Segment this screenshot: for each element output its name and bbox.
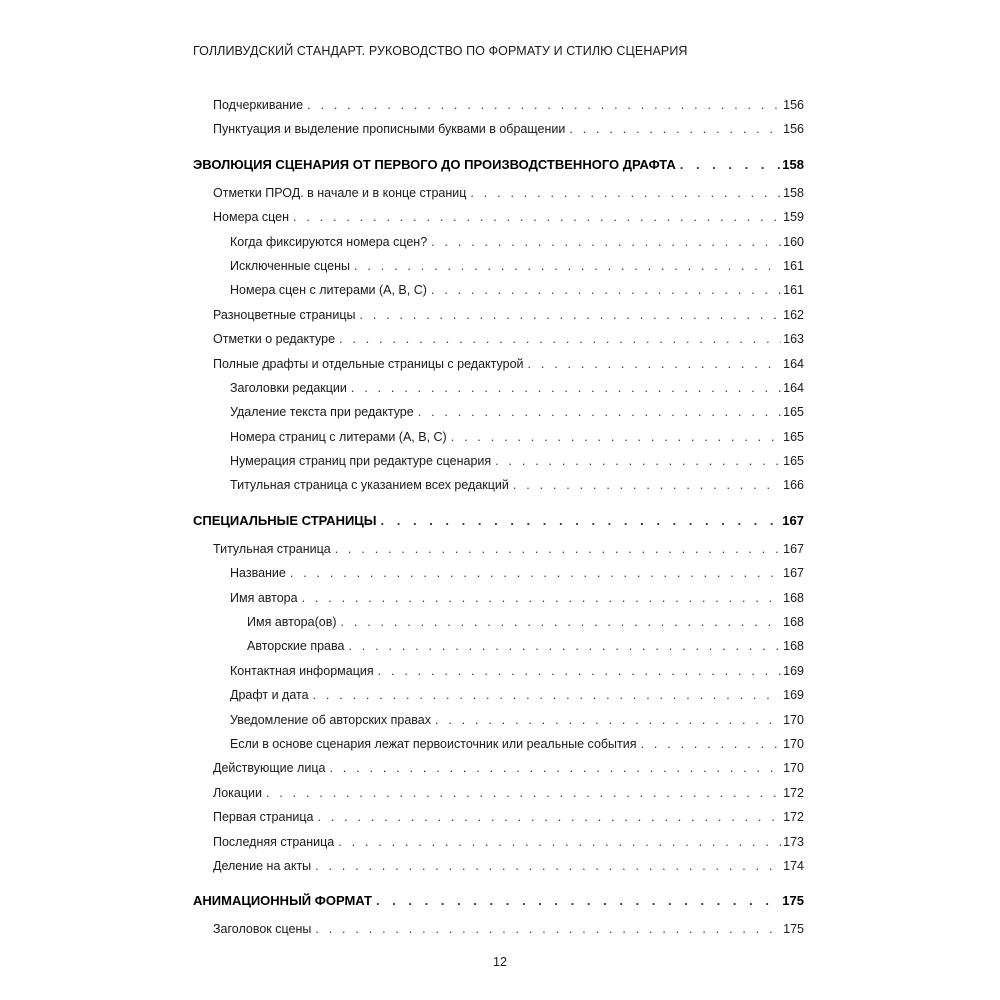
toc-entry xyxy=(193,405,804,429)
toc-entry-title: Последняя страница xyxy=(213,834,335,849)
toc-entry xyxy=(193,186,804,210)
toc-section-entry xyxy=(193,513,804,537)
toc-entry-title: Нумерация страниц при редактуре сценария xyxy=(230,454,492,469)
toc-entry-title: Разноцветные страницы xyxy=(213,307,356,322)
toc-entry xyxy=(193,639,804,663)
toc-entry xyxy=(193,566,804,590)
toc-entry-page: 175 xyxy=(783,922,804,937)
toc-entry-title: Драфт и дата xyxy=(230,688,309,703)
toc-entry-page: 162 xyxy=(783,307,804,322)
toc-entry-title: Титульная страница с указанием всех редакций xyxy=(230,478,509,493)
toc-entry-title: Имя автора xyxy=(230,590,298,605)
toc-dot-leader xyxy=(569,122,781,136)
toc-entry-page: 159 xyxy=(783,210,804,225)
toc-entry-title: Подчеркивание xyxy=(213,98,304,112)
toc-entry-title: Отметки ПРОД. в начале и в конце страниц xyxy=(213,185,467,200)
toc-entry-page: 168 xyxy=(783,590,804,605)
toc-entry-title: Деление на акты xyxy=(213,858,312,873)
toc-entry-title: Номера сцен xyxy=(213,210,290,225)
toc-entry-title: СПЕЦИАЛЬНЫЕ СТРАНИЦЫ xyxy=(193,512,377,528)
toc-entry-page: 161 xyxy=(783,283,804,298)
running-header: ГОЛЛИВУДСКИЙ СТАНДАРТ. РУКОВОДСТВО ПО ФОРМАТУ И СТИЛЮ СЦЕНАРИЯ xyxy=(193,44,688,58)
toc-entry-page: 156 xyxy=(783,98,804,112)
toc-dot-leader xyxy=(435,713,781,727)
toc-entry-title: Если в основе сценария лежат первоисточник или реальные события xyxy=(230,736,637,751)
toc-entry xyxy=(193,381,804,405)
toc-entry-title: Номера сцен с литерами (A, B, C) xyxy=(230,283,427,298)
toc-entry-title: Когда фиксируются номера сцен? xyxy=(230,234,428,249)
toc-entry-page: 163 xyxy=(783,332,804,347)
toc-entry-title: Контактная информация xyxy=(230,663,374,678)
toc-entry xyxy=(193,542,804,566)
toc-dot-leader xyxy=(381,513,781,528)
toc-entry-page: 165 xyxy=(783,405,804,420)
toc-entry xyxy=(193,810,804,834)
toc-entry-title: АНИМАЦИОННЫЙ ФОРМАТ xyxy=(193,893,372,909)
toc-dot-leader xyxy=(329,761,781,775)
toc-entry xyxy=(193,332,804,356)
toc-entry-page: 168 xyxy=(783,639,804,654)
toc-entry-page: 172 xyxy=(783,810,804,825)
toc-entry xyxy=(193,922,804,946)
toc-entry-title: Удаление текста при редактуре xyxy=(230,405,414,420)
toc-entry-page: 172 xyxy=(783,785,804,800)
toc-entry-page: 165 xyxy=(783,454,804,469)
toc-dot-leader xyxy=(378,664,782,678)
toc-entry-page: 161 xyxy=(783,258,804,273)
toc-dot-leader xyxy=(290,566,781,580)
toc-entry-title: Исключенные сцены xyxy=(230,258,351,273)
toc-entry-page: 175 xyxy=(782,893,804,909)
toc-entry-page: 173 xyxy=(783,834,804,849)
toc-entry-title: Действующие лица xyxy=(213,761,326,776)
toc-dot-leader xyxy=(339,332,781,346)
toc-entry xyxy=(193,786,804,810)
toc-dot-leader xyxy=(313,688,782,702)
toc-entry-page: 167 xyxy=(783,566,804,581)
toc-entry xyxy=(193,259,804,283)
toc-entry-page: 158 xyxy=(782,156,804,172)
toc-entry xyxy=(193,454,804,478)
toc-entry xyxy=(193,122,804,146)
toc-dot-leader xyxy=(431,235,781,249)
toc-entry-title: Авторские права xyxy=(247,639,345,654)
toc-dot-leader xyxy=(315,859,781,873)
toc-entry xyxy=(193,835,804,859)
toc-entry-title: Уведомление об авторских правах xyxy=(230,712,432,727)
toc-entry-page: 169 xyxy=(783,688,804,703)
table-of-contents xyxy=(193,98,804,947)
toc-entry-page: 167 xyxy=(782,512,804,528)
toc-entry-title: Локации xyxy=(213,785,262,800)
toc-entry-title: Пунктуация и выделение прописными буквами в обращении xyxy=(213,122,566,137)
toc-entry xyxy=(193,615,804,639)
toc-entry-page: 168 xyxy=(783,615,804,630)
toc-entry xyxy=(193,761,804,785)
toc-entry-page: 169 xyxy=(783,663,804,678)
toc-dot-leader xyxy=(431,283,781,297)
toc-entry xyxy=(193,283,804,307)
toc-entry-page: 174 xyxy=(783,858,804,873)
toc-entry-title: Полные драфты и отдельные страницы с редактурой xyxy=(213,356,524,371)
toc-dot-leader xyxy=(348,639,781,653)
toc-entry-page: 164 xyxy=(783,356,804,371)
toc-dot-leader xyxy=(451,430,781,444)
toc-dot-leader xyxy=(266,786,781,800)
toc-entry-page: 160 xyxy=(783,234,804,249)
toc-dot-leader xyxy=(293,210,781,224)
toc-dot-leader xyxy=(641,737,782,751)
toc-entry-page: 165 xyxy=(783,429,804,444)
toc-entry xyxy=(193,688,804,712)
toc-entry-title: Заголовок сцены xyxy=(213,922,312,937)
toc-entry xyxy=(193,859,804,883)
toc-entry xyxy=(193,591,804,615)
toc-entry xyxy=(193,357,804,381)
toc-dot-leader xyxy=(338,835,781,849)
toc-entry-page: 164 xyxy=(783,380,804,395)
toc-section-entry xyxy=(193,893,804,917)
toc-entry-title: Название xyxy=(230,566,286,581)
toc-dot-leader xyxy=(315,922,781,936)
toc-entry xyxy=(193,664,804,688)
toc-dot-leader xyxy=(354,259,781,273)
toc-entry-page: 156 xyxy=(783,122,804,137)
toc-entry-page: 158 xyxy=(783,185,804,200)
toc-entry-title: Отметки о редактуре xyxy=(213,332,336,347)
toc-entry xyxy=(193,713,804,737)
toc-entry xyxy=(193,235,804,259)
toc-entry-page: 167 xyxy=(783,541,804,556)
toc-entry-title: Имя автора(ов) xyxy=(247,615,337,630)
toc-dot-leader xyxy=(528,357,782,371)
toc-entry-page: 170 xyxy=(783,736,804,751)
toc-entry-page: 170 xyxy=(783,712,804,727)
toc-entry xyxy=(193,430,804,454)
toc-entry-title: Первая страница xyxy=(213,810,314,825)
toc-dot-leader xyxy=(341,615,782,629)
toc-dot-leader xyxy=(376,893,780,908)
toc-entry xyxy=(193,478,804,502)
toc-dot-leader xyxy=(359,308,781,322)
toc-entry xyxy=(193,98,804,122)
toc-dot-leader xyxy=(351,381,781,395)
toc-dot-leader xyxy=(495,454,781,468)
toc-entry-title: ЭВОЛЮЦИЯ СЦЕНАРИЯ ОТ ПЕРВОГО ДО ПРОИЗВОДСТВЕННОГО ДРАФТА xyxy=(193,156,676,172)
toc-dot-leader xyxy=(335,542,781,556)
toc-entry-title: Номера страниц с литерами (A, B, C) xyxy=(230,429,447,444)
toc-dot-leader xyxy=(302,591,782,605)
toc-dot-leader xyxy=(680,157,781,172)
toc-dot-leader xyxy=(470,186,781,200)
page-number: 12 xyxy=(493,955,507,969)
toc-entry-title: Заголовки редакции xyxy=(230,380,347,395)
toc-dot-leader xyxy=(418,405,781,419)
toc-entry xyxy=(193,737,804,761)
toc-entry xyxy=(193,210,804,234)
toc-dot-leader xyxy=(513,478,781,492)
toc-dot-leader xyxy=(317,810,781,824)
toc-entry xyxy=(193,308,804,332)
toc-entry-page: 170 xyxy=(783,761,804,776)
toc-entry-title: Титульная страница xyxy=(213,541,331,556)
toc-section-entry xyxy=(193,157,804,181)
toc-dot-leader xyxy=(307,98,781,112)
toc-entry-page: 166 xyxy=(783,478,804,493)
